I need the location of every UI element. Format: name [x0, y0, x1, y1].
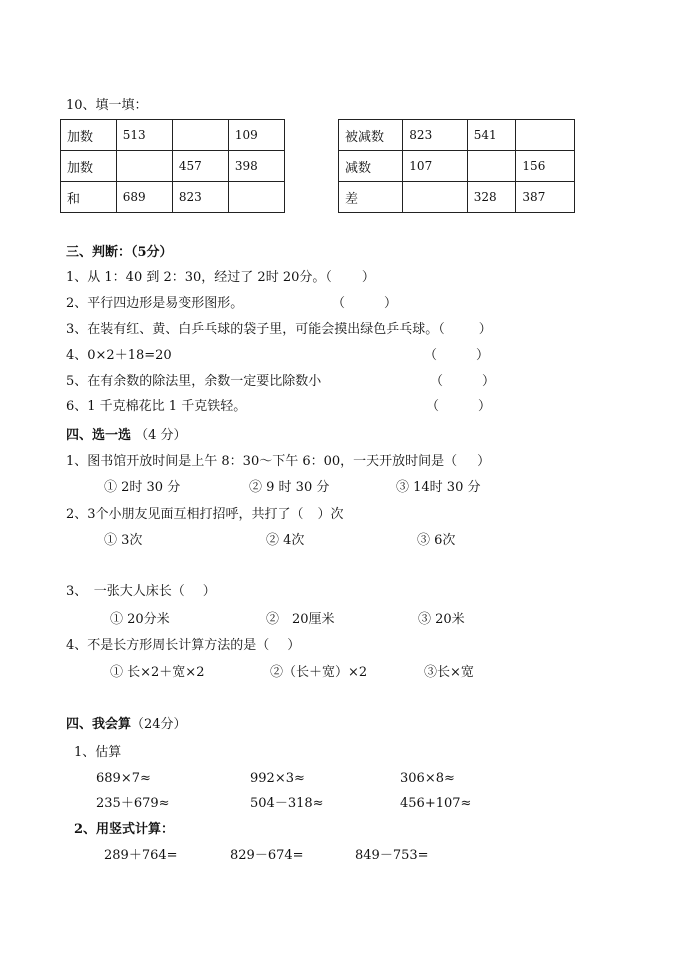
blank-answer-cell[interactable]: [516, 120, 575, 151]
judge-item-5: 5、在有余数的除法里，余数一定要比除数小 （ ）: [66, 374, 496, 389]
estimate-problem: 456+107≈: [400, 796, 472, 811]
choice-option[interactable]: ① 20分米: [110, 612, 170, 627]
answer-blank[interactable]: ）: [478, 322, 492, 337]
table-row: [61, 182, 285, 213]
choice-option[interactable]: ② 9 时 30 分: [249, 480, 330, 495]
row-header-cell: 减数: [339, 151, 403, 182]
vertical-calc-problem: 849－753=: [355, 848, 429, 863]
table-cell: 513: [116, 120, 172, 151]
choice-option[interactable]: ② 20厘米: [266, 612, 335, 627]
table-cell: 387: [516, 182, 575, 213]
answer-blank[interactable]: （ ）: [430, 374, 496, 389]
choice-option[interactable]: ① 2时 30 分: [104, 480, 181, 495]
subtraction-table: [338, 119, 575, 213]
section-5-title: 四、我会算（24分）: [66, 717, 187, 732]
choice-option[interactable]: ① 3次: [104, 533, 143, 548]
choice-option[interactable]: ③ 14时 30 分: [396, 480, 481, 495]
table-cell: 823: [172, 182, 228, 213]
addition-table: [60, 119, 285, 213]
table-row: [61, 151, 285, 182]
choice-option[interactable]: ③ 20米: [418, 612, 465, 627]
choice-option[interactable]: ② 4次: [266, 533, 305, 548]
table-cell: 457: [172, 151, 228, 182]
judge-item-3: 3、在装有红、黄、白乒乓球的袋子里，可能会摸出绿色乒乓球。（ ）: [66, 322, 492, 337]
table-cell: 823: [403, 120, 467, 151]
table-row: [339, 120, 575, 151]
choice-question-1: 1、图书馆开放时间是上午 8：30～下午 6：00，一天开放时间是（ ）: [66, 454, 491, 469]
blank-answer-cell[interactable]: [116, 151, 172, 182]
choice-question-3: 3、 一张大人床长（ ）: [66, 584, 216, 599]
judge-item-4: 4、0×2＋18=20 （ ）: [66, 348, 490, 363]
estimate-problem: 504－318≈: [250, 796, 324, 811]
judge-item-6: 6、1 千克棉花比 1 千克铁轻。 （ ）: [66, 399, 492, 414]
blank-answer-cell[interactable]: [172, 120, 228, 151]
blank-answer-cell[interactable]: [228, 182, 284, 213]
row-header-cell: 加数: [61, 120, 117, 151]
choice-question-4: 4、不是长方形周长计算方法的是（ ）: [66, 638, 301, 653]
table-cell: 328: [467, 182, 516, 213]
vertical-calc-heading: 2、用竖式计算：: [74, 822, 175, 837]
row-header-cell: 和: [61, 182, 117, 213]
table-row: [61, 120, 285, 151]
choice-question-2: 2、3个小朋友见面互相打招呼，共打了（ ）次: [66, 507, 344, 522]
table-cell: 107: [403, 151, 467, 182]
estimate-problem: 306×8≈: [400, 771, 455, 786]
vertical-calc-problem: 829－674=: [230, 848, 304, 863]
q10-title: 10、填一填：: [66, 98, 148, 113]
table-cell: 541: [467, 120, 516, 151]
estimate-problem: 689×7≈: [96, 771, 151, 786]
table-row: [339, 182, 575, 213]
judge-item-2: 2、平行四边形是易变形图形。 （ ）: [66, 296, 398, 311]
table-cell: 156: [516, 151, 575, 182]
answer-blank[interactable]: ）: [361, 270, 375, 285]
vertical-calc-problem: 289＋764=: [104, 848, 178, 863]
table-cell: 398: [228, 151, 284, 182]
estimate-problem: 235＋679≈: [96, 796, 170, 811]
row-header-cell: 加数: [61, 151, 117, 182]
table-row: [339, 151, 575, 182]
blank-answer-cell[interactable]: [467, 151, 516, 182]
choice-option[interactable]: ③长×宽: [424, 665, 474, 680]
table-cell: 689: [116, 182, 172, 213]
blank-answer-cell[interactable]: [403, 182, 467, 213]
estimate-heading: 1、估算: [74, 745, 122, 760]
answer-blank[interactable]: （ ）: [424, 348, 490, 363]
choice-option[interactable]: ① 长×2＋宽×2: [110, 665, 205, 680]
choice-option[interactable]: ③ 6次: [417, 533, 456, 548]
section-4-title: 四、选一选 （4 分）: [66, 428, 187, 443]
section-3-title: 三、判断：（5分）: [66, 245, 173, 260]
answer-blank[interactable]: （ ）: [426, 399, 492, 414]
judge-item-1: 1、从 1：40 到 2：30，经过了 2时 20分。（ ）: [66, 270, 375, 285]
row-header-cell: 差: [339, 182, 403, 213]
row-header-cell: 被减数: [339, 120, 403, 151]
choice-option[interactable]: ②（长＋宽）×2: [270, 665, 368, 680]
table-cell: 109: [228, 120, 284, 151]
estimate-problem: 992×3≈: [250, 771, 305, 786]
answer-blank[interactable]: （ ）: [332, 296, 398, 311]
